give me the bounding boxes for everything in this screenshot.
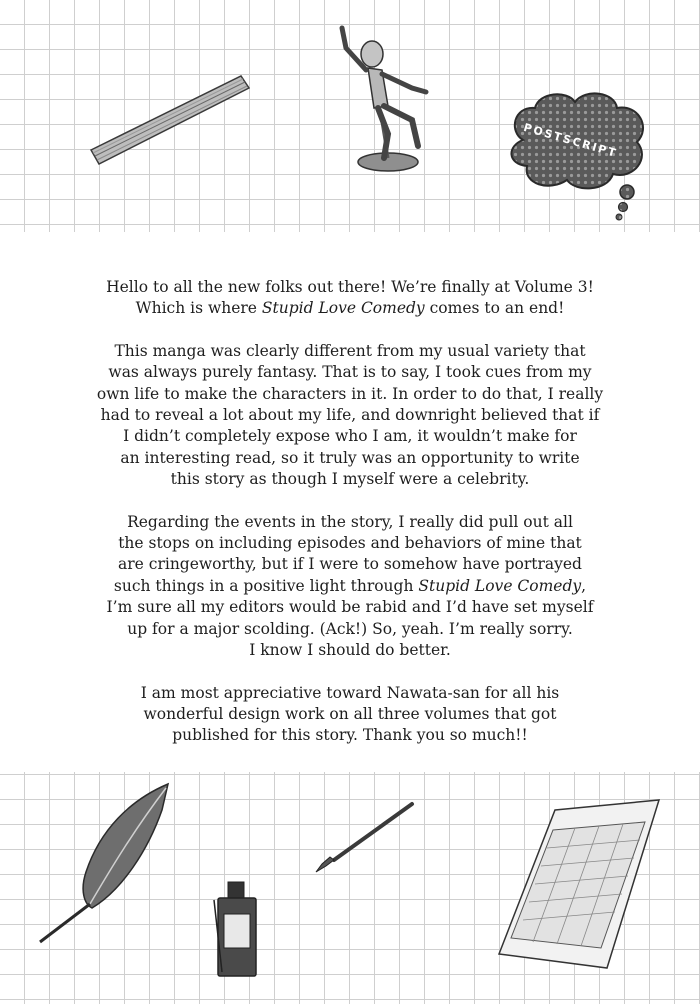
- text-line: [60, 362, 640, 383]
- art-mannequin-icon: [328, 18, 448, 178]
- text-run: an interesting read, so it truly was an opportunity to write: [120, 448, 580, 467]
- text-run: wonderful design work on all three volumes that got: [143, 704, 557, 723]
- text-run: I know I should do better.: [249, 641, 451, 660]
- postscript-paragraph: [60, 683, 640, 747]
- text-line: [60, 298, 640, 319]
- text-line: [60, 426, 640, 447]
- text-run: Which is where: [135, 299, 262, 318]
- text-line: [60, 554, 640, 575]
- text-run: this story as though I myself were a celebrity.: [170, 470, 530, 489]
- text-run: I’m sure all my editors would be rabid and I’d have set myself: [106, 598, 594, 617]
- text-line: [60, 277, 640, 298]
- text-line: [60, 384, 640, 405]
- postscript-badge: POSTSCRIPT: [522, 120, 619, 161]
- text-run: comes to an end!: [424, 299, 565, 318]
- book-title: Stupid Love Comedy: [261, 299, 425, 318]
- text-line: [60, 704, 640, 725]
- text-run: had to reveal a lot about my life, and downright believed that if: [100, 406, 600, 425]
- text-run: ,: [581, 576, 587, 595]
- text-line: [60, 619, 640, 640]
- ink-bottle-icon: [210, 880, 265, 980]
- text-line: [60, 405, 640, 426]
- book-title: Stupid Love Comedy: [418, 576, 582, 595]
- text-run: published for this story. Thank you so much!!: [172, 726, 528, 745]
- text-run: Regarding the events in the story, I really did pull out all: [127, 512, 573, 531]
- text-run: own life to make the characters in it. In order to do that, I really: [96, 384, 604, 403]
- text-run: are cringeworthy, but if I were to somehow have portrayed: [118, 555, 582, 574]
- text-run: the stops on including episodes and behaviors of mine that: [118, 534, 582, 553]
- text-line: [60, 533, 640, 554]
- text-line: [60, 341, 640, 362]
- ruler-icon: [85, 68, 255, 168]
- postscript-paragraph: [60, 277, 640, 320]
- postscript-text: [60, 277, 640, 768]
- text-line: [60, 512, 640, 533]
- text-line: [60, 469, 640, 490]
- feather-quill-icon: [30, 780, 180, 950]
- text-run: was always purely fantasy. That is to say, I took cues from my: [108, 363, 592, 382]
- text-run: Hello to all the new folks out there! We’re finally at Volume 3!: [106, 278, 594, 296]
- text-run: I am most appreciative toward Nawata-san for all his: [140, 683, 560, 702]
- text-run: This manga was clearly different from my usual variety that: [114, 341, 586, 360]
- text-line: [60, 725, 640, 746]
- text-line: [60, 448, 640, 469]
- text-line: [60, 597, 640, 618]
- text-line: [60, 640, 640, 661]
- manuscript-paper-icon: [495, 798, 665, 973]
- text-run: such things in a positive light through: [113, 576, 419, 595]
- postscript-paragraph: [60, 512, 640, 662]
- text-run: up for a major scolding. (Ack!) So, yeah. I’m really sorry.: [127, 619, 573, 638]
- text-run: I didn’t completely expose who I am, it wouldn’t make for: [123, 427, 577, 446]
- thought-bubble-icon: [505, 88, 655, 223]
- postscript-paragraph: [60, 341, 640, 491]
- dip-pen-icon: [312, 800, 417, 875]
- text-line: [60, 576, 640, 597]
- text-line: [60, 683, 640, 704]
